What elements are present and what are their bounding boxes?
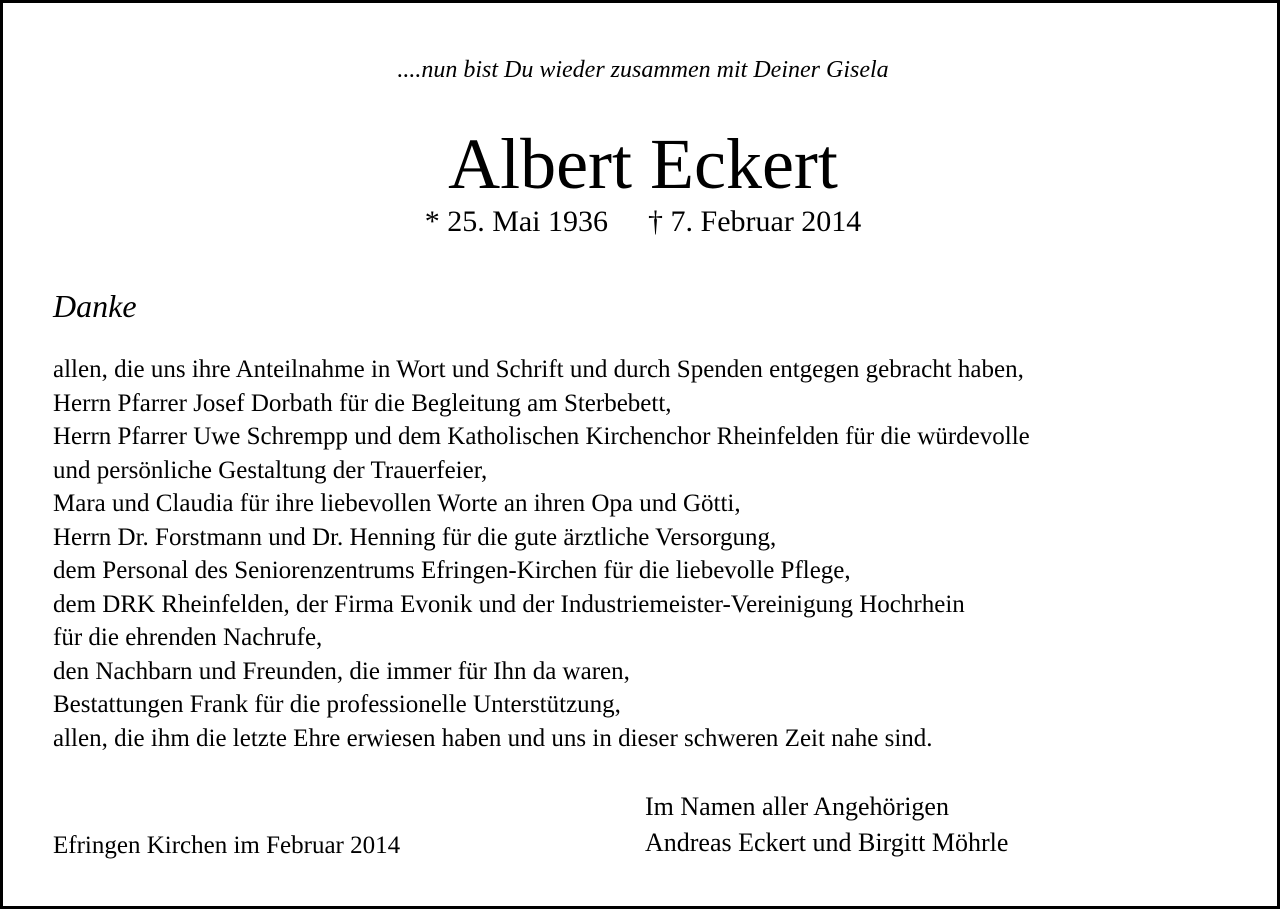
thanks-line: Herrn Pfarrer Josef Dorbath für die Begleitung am Sterbebett, — [53, 389, 672, 417]
thanks-line: den Nachbarn und Freunden, die immer für Ihn da waren, — [53, 657, 630, 685]
thanks-list — [53, 353, 1233, 755]
signature-line-2: Andreas Eckert und Birgitt Möhrle — [645, 828, 1009, 857]
thanks-line: für die ehrenden Nachrufe, — [53, 624, 323, 651]
thanks-line: Bestattungen Frank für die professionelle Unterstützung, — [53, 691, 621, 718]
thanks-line: Herrn Dr. Forstmann und Dr. Henning für die gute ärztliche Versorgung, — [53, 523, 777, 551]
place-date: Efringen Kirchen im Februar 2014 — [53, 832, 401, 859]
signature-block — [645, 789, 1008, 861]
life-dates — [3, 202, 1280, 242]
birth-date: * 25. Mai 1936 — [424, 205, 609, 238]
thanks-line: dem Personal des Seniorenzentrums Efringen-Kirchen für die liebevolle Pflege, — [53, 557, 851, 584]
deceased-name: Albert Eckert — [448, 124, 838, 204]
signature-line-1: Im Namen aller Angehörigen — [645, 792, 949, 821]
thanks-line: allen, die uns ihre Anteilnahme in Wort und Schrift und durch Spenden entgegen gebracht haben, — [53, 356, 1024, 383]
thanks-heading: Danke — [53, 288, 137, 324]
thanks-line: Mara und Claudia für ihre liebevollen Worte an ihren Opa und Götti, — [53, 490, 741, 517]
thanks-line: und persönliche Gestaltung der Trauerfeier, — [53, 456, 488, 484]
thanks-line: allen, die ihm die letzte Ehre erwiesen haben und uns in dieser schweren Zeit nahe sind. — [53, 724, 933, 752]
death-date: † 7. Februar 2014 — [648, 205, 862, 238]
thanks-line: dem DRK Rheinfelden, der Firma Evonik und der Industriemeister-Vereinigung Hochrhein — [53, 590, 965, 618]
motto-text: ....nun bist Du wieder zusammen mit Deiner Gisela — [397, 57, 889, 83]
thanks-line: Herrn Pfarrer Uwe Schrempp und dem Katholischen Kirchenchor Rheinfelden für die würdevolle — [53, 423, 1030, 450]
